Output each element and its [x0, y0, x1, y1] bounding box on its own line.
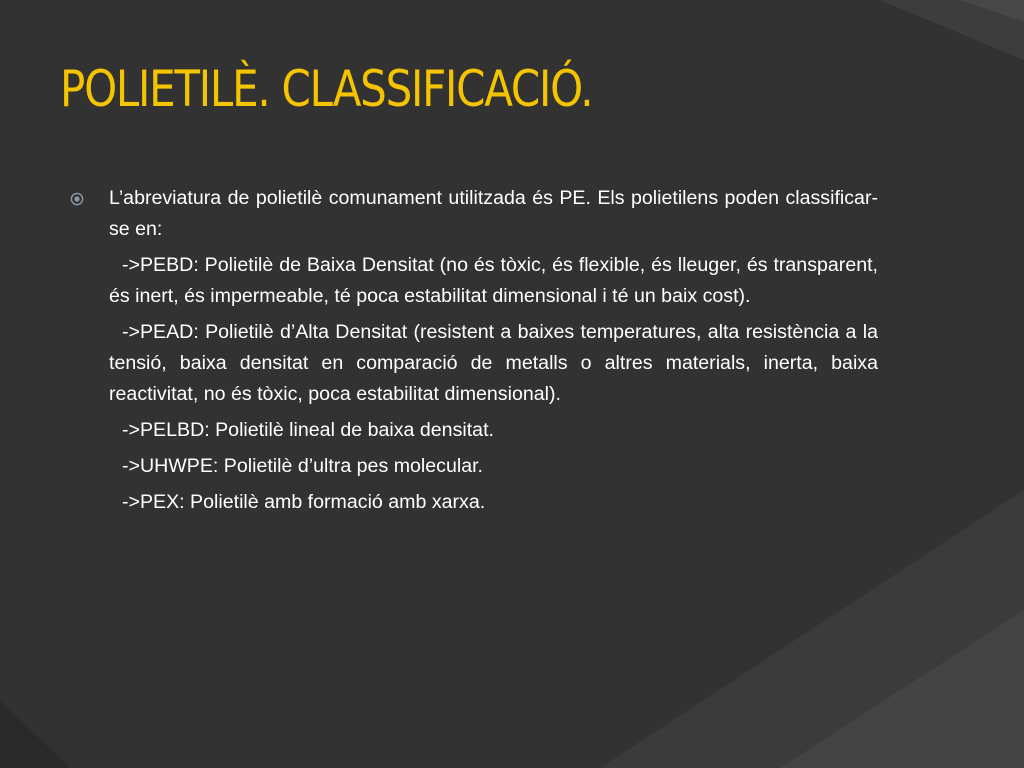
corner-bottom-left-shape: [0, 700, 70, 768]
sub-item-pebd: ->PEBD: Polietilè de Baixa Densitat (no és tòxic, és flexible, és lleuger, és transparent, és inert, és impermeable, té poca estabilitat dimensional i té un baix cost).: [109, 254, 878, 307]
sub-item-pex: ->PEX: Polietilè amb formació amb xarxa.: [122, 491, 486, 513]
sub-item-uhwpe: ->UHWPE: Polietilè d’ultra pes molecular.: [122, 455, 483, 477]
sub-item-pelbd: ->PELBD: Polietilè lineal de baixa densitat.: [122, 419, 494, 441]
bullet-item: [70, 183, 878, 245]
bullet-text: L’abreviatura de polietilè comunament utilitzada és PE. Els polietilens poden classificar-se en:: [109, 187, 878, 240]
slide-title: POLIETILÈ. CLASSIFICACIÓ.: [60, 60, 593, 118]
slide-body: [70, 183, 878, 518]
sub-item-pead: ->PEAD: Polietilè d’Alta Densitat (resistent a baixes temperatures, alta resistència a la tensió, baixa densitat en comparació de metalls o altres materials, inerta, baixa reactivitat, no és tòxic, poca estabilitat dimensional).: [109, 321, 878, 405]
circled-dot-icon: [70, 192, 84, 206]
